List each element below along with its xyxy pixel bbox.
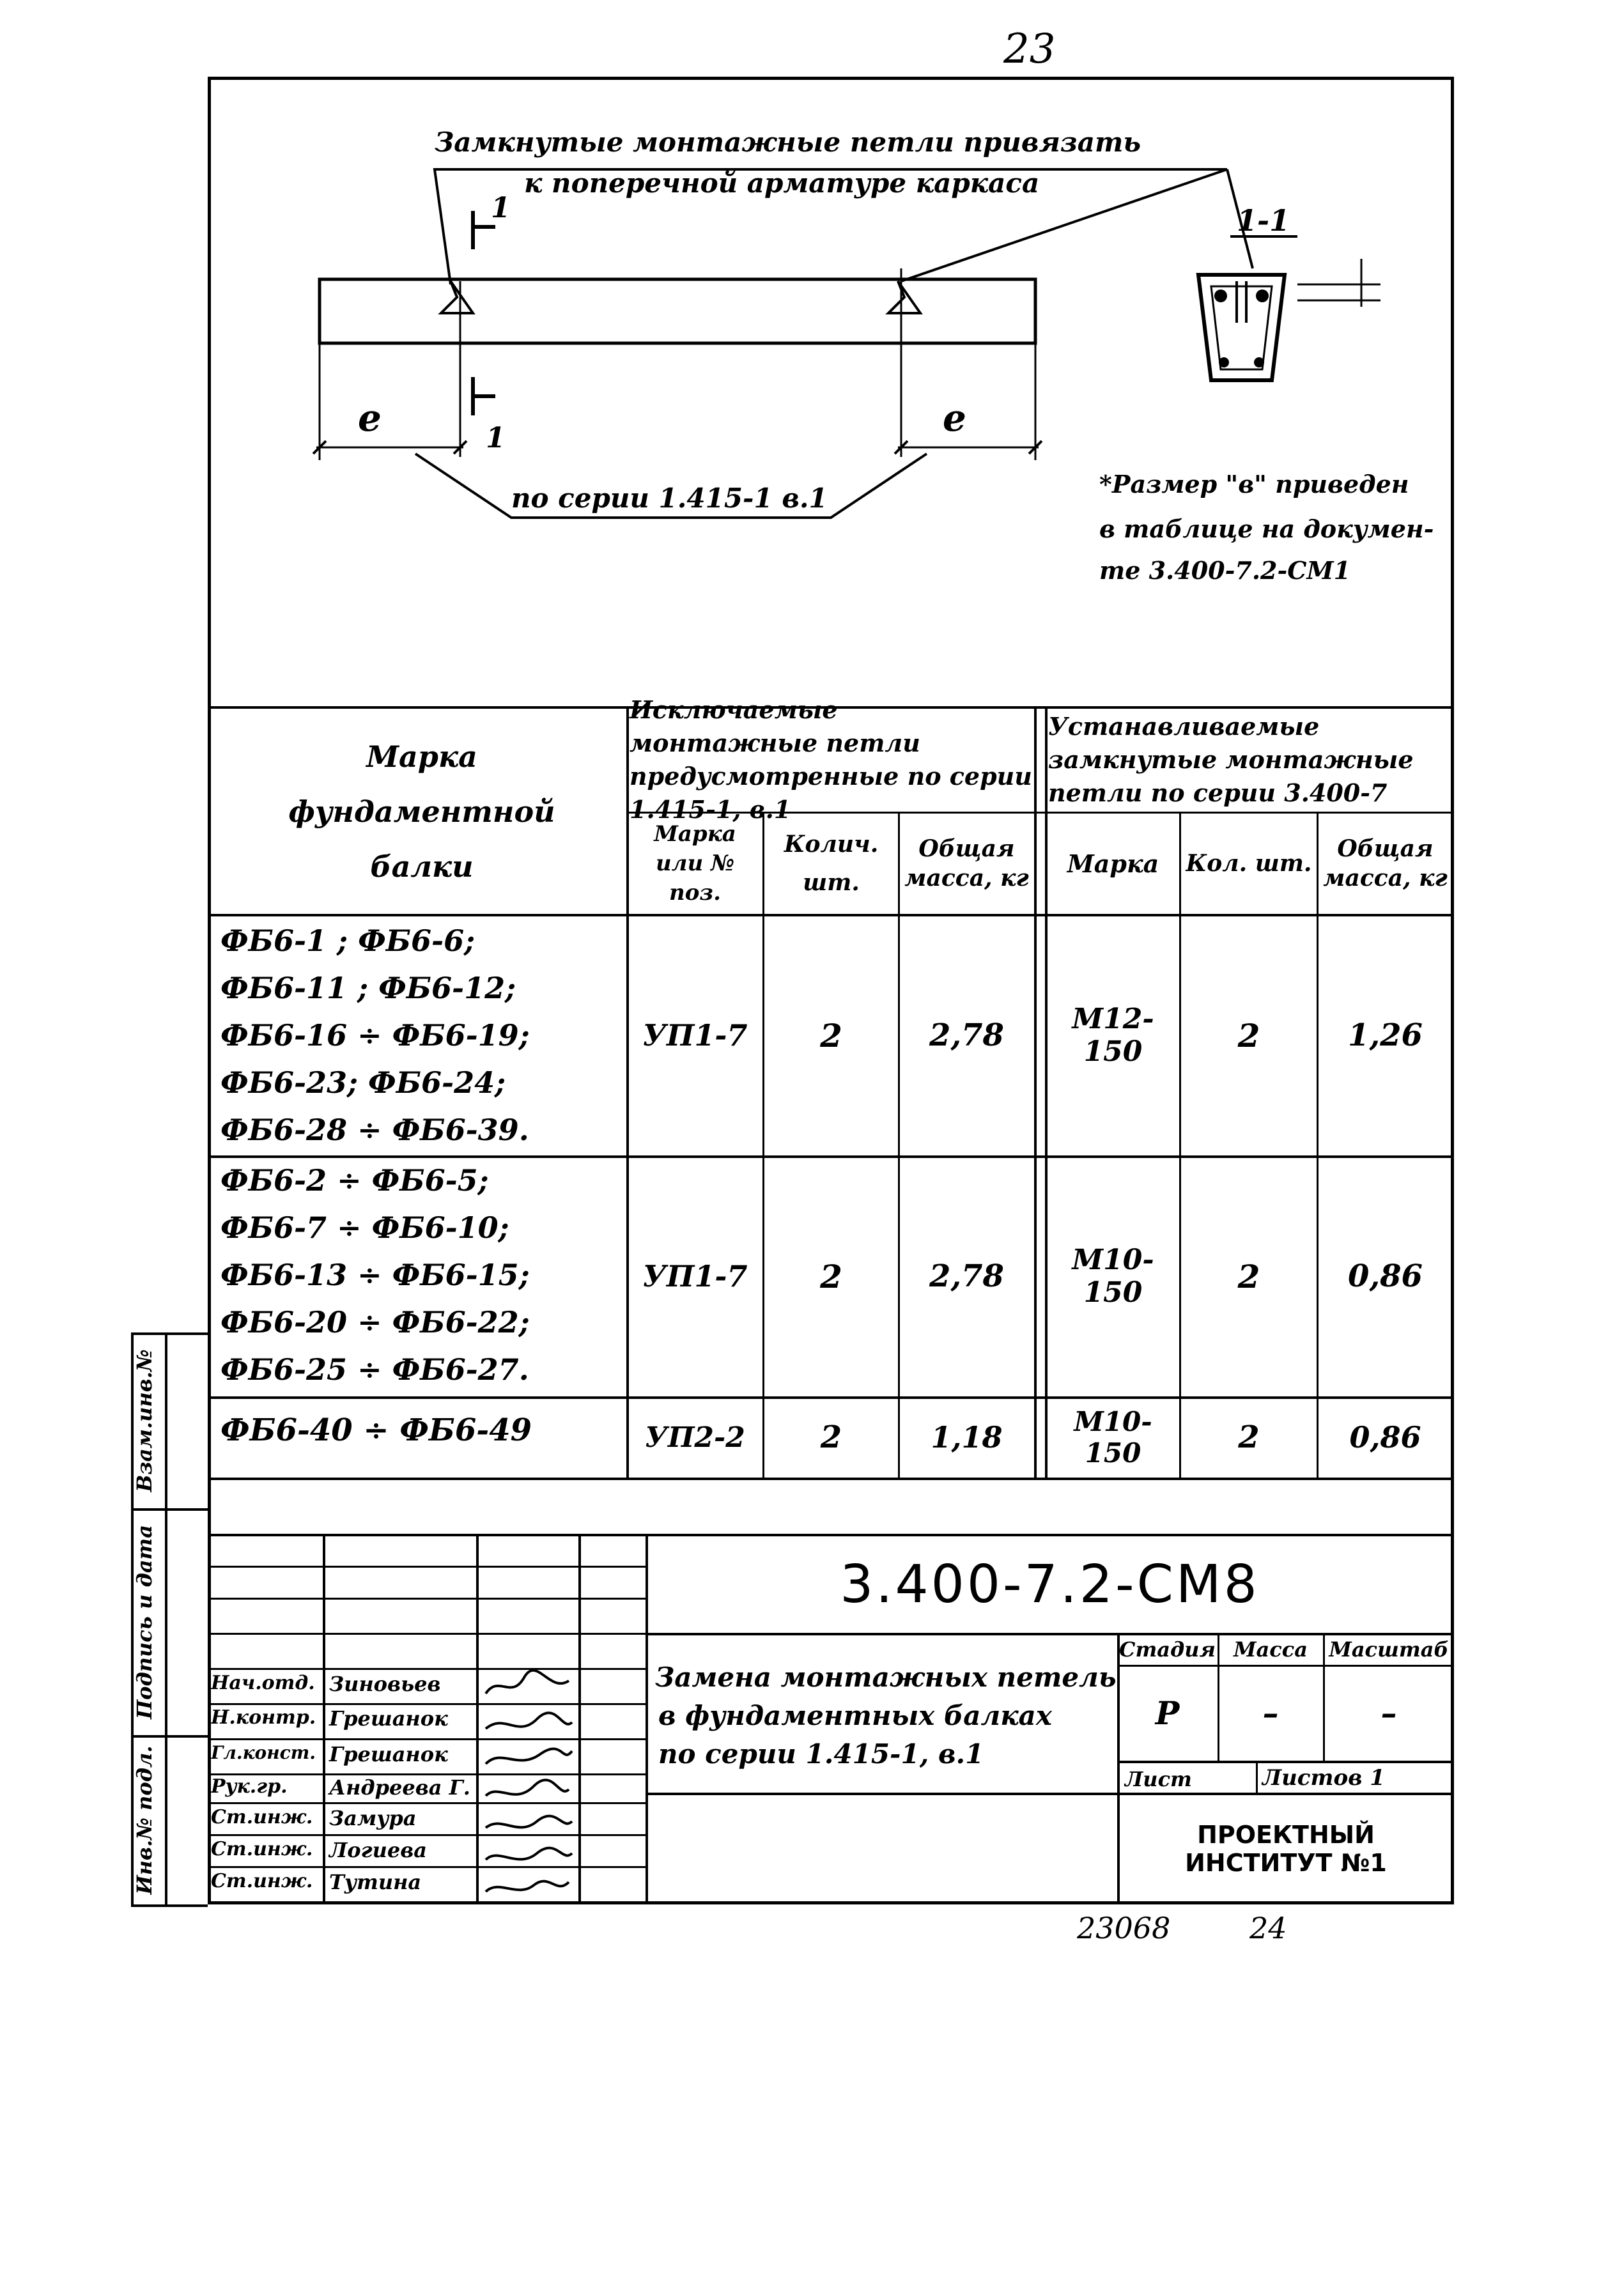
footnote-line2: в таблице на докумен- bbox=[1099, 514, 1434, 543]
stage-value: Р bbox=[1155, 1694, 1180, 1732]
tb-sheet-row bbox=[646, 1793, 1454, 1795]
stage-label: Стадия bbox=[1118, 1637, 1216, 1662]
row2-ins-qty: 2 bbox=[1237, 1257, 1260, 1295]
side-stamp-bottom bbox=[131, 1904, 208, 1907]
row1-ins-qty: 2 bbox=[1237, 1016, 1260, 1054]
signatures bbox=[479, 1668, 578, 1904]
side-inv-label: Инв.№ подл. bbox=[132, 1745, 157, 1895]
tb-col-3 bbox=[578, 1534, 581, 1904]
section-label: 1-1 bbox=[1237, 203, 1290, 238]
header-qty-2: Кол. шт. bbox=[1186, 850, 1312, 877]
row3-ins-qty: 2 bbox=[1238, 1419, 1260, 1455]
row1-exc-mass: 2,78 bbox=[929, 1017, 1004, 1053]
mass-label: Масса bbox=[1233, 1637, 1308, 1662]
beam-drawing bbox=[0, 0, 1624, 716]
row2-beam-line: ФБ6-2 ÷ ФБ6-5; bbox=[220, 1163, 489, 1198]
tb-left-row-8 bbox=[208, 1802, 646, 1804]
row2-exc-qty: 2 bbox=[820, 1257, 842, 1295]
row1-beam-line: ФБ6-11 ; ФБ6-12; bbox=[220, 971, 516, 1005]
row1-beam-line: ФБ6-23; ФБ6-24; bbox=[220, 1065, 506, 1100]
organization-name: ПРОЕКТНЫЙ ИНСТИТУТ №1 bbox=[1185, 1820, 1387, 1877]
title-line3: по серии 1.415-1, в.1 bbox=[658, 1738, 984, 1770]
row1-beam-line: ФБ6-28 ÷ ФБ6-39. bbox=[220, 1113, 529, 1147]
row2-beam-line: ФБ6-13 ÷ ФБ6-15; bbox=[220, 1258, 530, 1292]
header-mark: Марка bbox=[1067, 849, 1159, 878]
mass-value: – bbox=[1262, 1694, 1279, 1732]
dim-label-left: e bbox=[358, 396, 382, 440]
row2-exc-mark: УП1-7 bbox=[642, 1259, 748, 1293]
tb-left-row-3 bbox=[208, 1633, 646, 1635]
row2-beam-line: ФБ6-7 ÷ ФБ6-10; bbox=[220, 1210, 509, 1245]
header-bottom-line bbox=[208, 914, 1454, 916]
header-excluded-group: Исключаемые монтажные петли предусмотренные по серии 1.415-1, в.1 bbox=[630, 695, 1032, 824]
staff-name: Грешанок bbox=[329, 1706, 448, 1731]
row3-exc-mass: 1,18 bbox=[931, 1420, 1003, 1455]
dim-label-right: e bbox=[943, 396, 966, 440]
header-qty: Колич. шт. bbox=[784, 831, 879, 896]
row1-exc-mark: УП1-7 bbox=[642, 1018, 748, 1053]
staff-role: Ст.инж. bbox=[211, 1838, 313, 1860]
row3-ins-mark: М10-150 bbox=[1074, 1406, 1152, 1469]
staff-role: Нач.отд. bbox=[211, 1672, 315, 1694]
drawing-note-line2: к поперечной арматуре каркаса bbox=[524, 167, 1040, 199]
footnote-line1: *Размер "в" приведен bbox=[1099, 470, 1409, 498]
rebar-2 bbox=[1256, 290, 1269, 302]
tb-left-row-1 bbox=[208, 1566, 646, 1568]
footnote-line3: те 3.400-7.2-СМ1 bbox=[1099, 556, 1351, 585]
staff-role: Н.контр. bbox=[211, 1706, 316, 1729]
header-mark-pos: Марка или № поз. bbox=[654, 821, 736, 906]
col-line-3 bbox=[898, 812, 900, 1478]
tb-col-2 bbox=[476, 1534, 479, 1904]
row1-ins-mark: М12-150 bbox=[1072, 1003, 1154, 1068]
bottom-number-right: 24 bbox=[1249, 1911, 1287, 1945]
col-line-1 bbox=[626, 706, 629, 1478]
staff-name: Андреева Г. bbox=[329, 1775, 470, 1800]
row2-beam-line: ФБ6-25 ÷ ФБ6-27. bbox=[220, 1352, 529, 1387]
staff-name: Логиева bbox=[329, 1838, 428, 1862]
beam-outline bbox=[320, 279, 1035, 343]
staff-role: Рук.гр. bbox=[211, 1775, 288, 1798]
staff-name: Зиновьев bbox=[329, 1672, 441, 1696]
col-line-2 bbox=[762, 812, 764, 1478]
row1-beam-line: ФБ6-1 ; ФБ6-6; bbox=[220, 923, 476, 958]
title-line1: Замена монтажных петель bbox=[655, 1662, 1117, 1693]
header-mass: Общая масса, кг bbox=[904, 835, 1029, 892]
col-line-6 bbox=[1179, 812, 1181, 1478]
row3-bottom-line bbox=[208, 1478, 1454, 1480]
row1-beam-line: ФБ6-16 ÷ ФБ6-19; bbox=[220, 1018, 530, 1053]
rebar-3 bbox=[1219, 357, 1229, 367]
tb-left-row-4 bbox=[208, 1668, 646, 1670]
staff-name: Тутина bbox=[329, 1870, 422, 1894]
staff-role: Гл.конст. bbox=[211, 1742, 316, 1763]
section-loop bbox=[1237, 281, 1246, 323]
row2-beam-line: ФБ6-20 ÷ ФБ6-22; bbox=[220, 1305, 530, 1340]
header-beam-mark: Марка фундаментной балки bbox=[288, 739, 555, 884]
document-code: 3.400-7.2-СМ8 bbox=[840, 1554, 1260, 1615]
section-mark-top: 1 bbox=[491, 192, 511, 224]
tb-left-row-10 bbox=[208, 1866, 646, 1868]
section-mark-bottom: 1 bbox=[486, 422, 506, 454]
side-podpis-label: Подпись и дата bbox=[132, 1524, 157, 1720]
header-installed-group: Устанавливаемые замкнутые монтажные петли по серии 3.400-7 bbox=[1048, 712, 1414, 807]
tb-left-row-9 bbox=[208, 1834, 646, 1836]
col-line-7 bbox=[1317, 812, 1319, 1478]
tb-sheets-col bbox=[1256, 1761, 1258, 1793]
page-number: 23 bbox=[1003, 26, 1056, 73]
tb-col-1 bbox=[323, 1534, 325, 1904]
rebar-1 bbox=[1214, 290, 1227, 302]
tb-top-line bbox=[208, 1534, 1454, 1536]
row2-bottom-line bbox=[208, 1396, 1454, 1399]
bottom-number-left: 23068 bbox=[1077, 1911, 1171, 1945]
header-mass-2: Общая масса, кг bbox=[1323, 835, 1448, 892]
sheets-label: Листов 1 bbox=[1262, 1765, 1385, 1791]
rebar-4 bbox=[1254, 357, 1264, 367]
row1-ins-mass: 1,26 bbox=[1348, 1017, 1423, 1053]
row3-exc-mark: УП2-2 bbox=[645, 1421, 745, 1454]
row3-beam-line: ФБ6-40 ÷ ФБ6-49 bbox=[220, 1412, 532, 1448]
scale-value: – bbox=[1380, 1694, 1397, 1732]
staff-name: Грешанок bbox=[329, 1742, 448, 1766]
tb-left-row-5 bbox=[208, 1703, 646, 1705]
staff-name: Замура bbox=[329, 1806, 417, 1830]
row2-beams bbox=[220, 1160, 530, 1396]
staff-role: Ст.инж. bbox=[211, 1806, 313, 1828]
row2-exc-mass: 2,78 bbox=[929, 1258, 1004, 1294]
side-vzam-label: Взам.инв.№ bbox=[132, 1349, 157, 1492]
row2-ins-mass: 0,86 bbox=[1348, 1258, 1423, 1294]
row2-ins-mark: М10-150 bbox=[1072, 1244, 1154, 1309]
tb-stage-row-2 bbox=[1117, 1761, 1454, 1763]
tb-col-4 bbox=[646, 1534, 648, 1904]
row3-beams bbox=[220, 1412, 532, 1448]
row3-ins-mass: 0,86 bbox=[1349, 1420, 1421, 1455]
title-line2: в фундаментных балках bbox=[658, 1700, 1052, 1731]
side-stamp-top bbox=[131, 1332, 208, 1335]
row3-exc-qty: 2 bbox=[820, 1419, 842, 1455]
scale-label: Масштаб bbox=[1329, 1637, 1449, 1662]
drawing-note-line1: Замкнутые монтажные петли привязать bbox=[435, 127, 1141, 158]
row1-exc-qty: 2 bbox=[820, 1016, 842, 1054]
col-line-5 bbox=[1045, 706, 1048, 1478]
loop-right bbox=[888, 281, 920, 313]
loop-left bbox=[441, 281, 473, 313]
side-stamp-mid bbox=[165, 1332, 167, 1904]
tb-left-row-2 bbox=[208, 1598, 646, 1600]
col-line-4 bbox=[1034, 706, 1037, 1478]
staff-role: Ст.инж. bbox=[211, 1870, 313, 1892]
row1-beams bbox=[220, 920, 530, 1157]
tb-left-row-6 bbox=[208, 1738, 646, 1740]
series-reference: по серии 1.415-1 в.1 bbox=[511, 483, 828, 514]
sheet-label: Лист bbox=[1125, 1767, 1192, 1791]
